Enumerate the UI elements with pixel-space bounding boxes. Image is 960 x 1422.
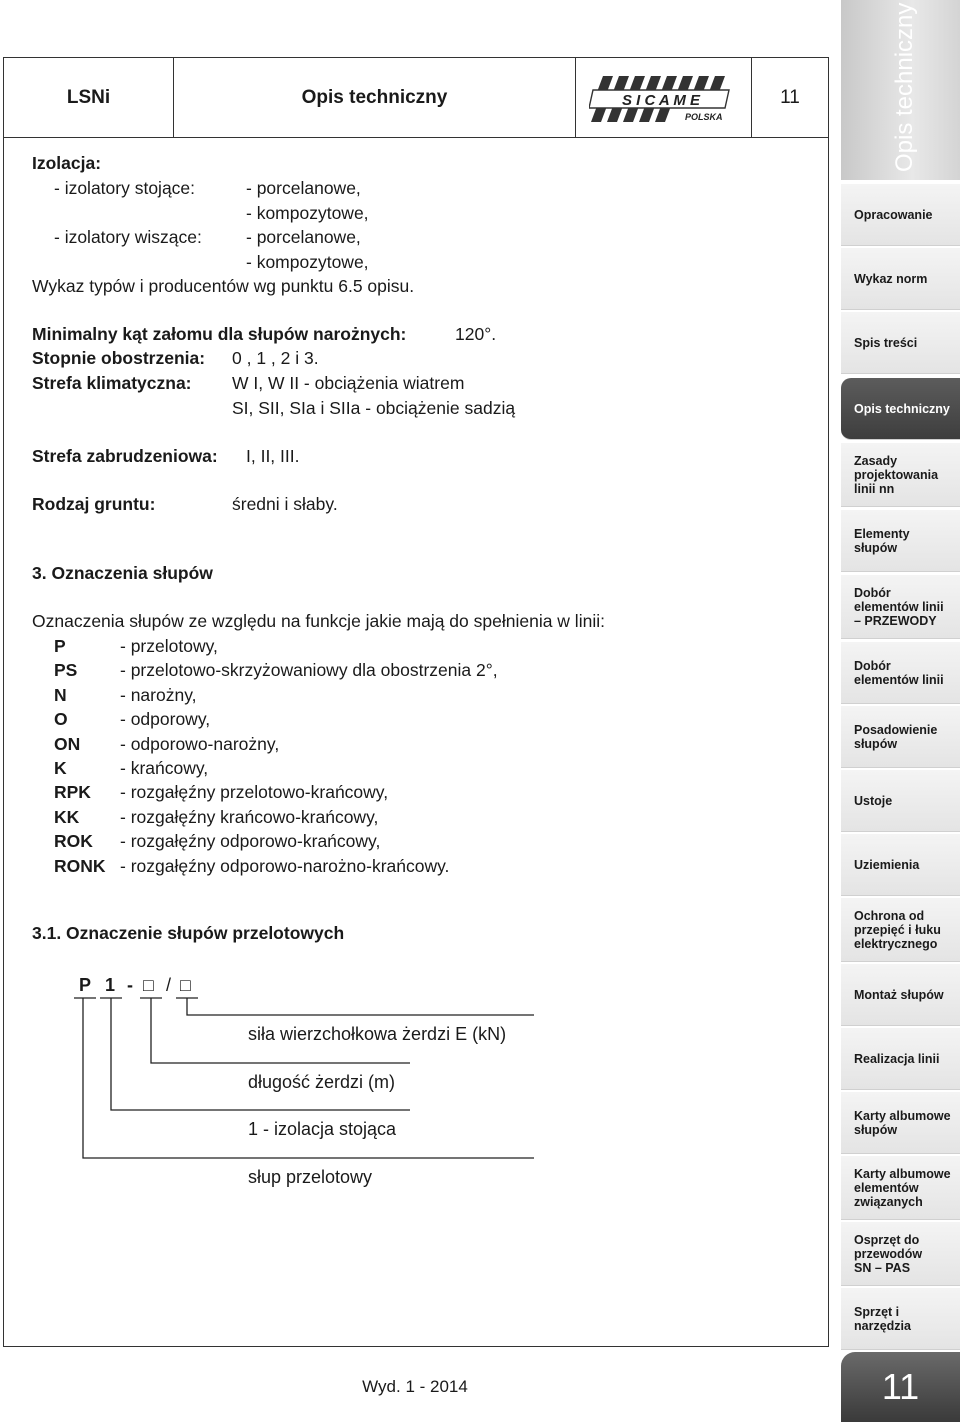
sidebar-item-label: Karty albumowe słupów [854,1108,951,1137]
degree-label: Stopnie obostrzenia: [32,348,206,368]
sidebar-item-label: Ochrona od przepięć i łuku elektrycznego [854,908,941,951]
pole-code: ROK [54,831,93,852]
header-title: Opis techniczny [174,58,576,137]
pole-code: RONK [54,855,106,876]
sidebar-section-title-text: Opis techniczny [891,2,918,172]
pole-desc: - przelotowy, [120,636,218,656]
pole-code: N [54,684,67,705]
climate-value-2: SI, SII, SIa i SIIa - obciążenie sadzią [232,398,516,418]
sidebar-item-ustoje[interactable] [841,770,960,832]
sidebar-item-spis-tresci[interactable] [841,312,960,374]
sidebar-item-label: Zasady projektowania linii nn [854,453,939,496]
sidebar-item-label: Osprzęt do przewodów SN – PAS [854,1232,923,1275]
designation-diagram [0,960,600,1210]
sidebar-item-label: Montaż słupów [854,987,944,1002]
sidebar-item-label: Dobór elementów linii – PRZEWODY [854,585,944,628]
sidebar-item-zasady-projektowania[interactable] [841,443,960,507]
pole-code: RPK [54,782,91,803]
code-square-1: □ [143,975,154,995]
sidebar-item-label: Sprzęt i narzędzia [854,1304,911,1333]
svg-text:POLSKA: POLSKA [684,111,723,122]
sidebar-item-elementy-slupow[interactable] [841,510,960,572]
sidebar-item-label: Realizacja linii [854,1051,940,1066]
sidebar-item-uziemienia[interactable] [841,834,960,896]
sidebar-item-label: Dobór elementów linii [854,658,944,687]
sidebar-item-sprzet[interactable] [841,1288,960,1350]
sidebar-item-label: Opracowanie [854,207,933,222]
angle-label: Minimalny kąt załomu dla słupów narożnych: [32,324,407,344]
pole-desc: - rozgałęźny odporowo-narożno-krańcowy. [120,855,450,876]
code-slash: / [166,975,172,995]
sidebar-item-dobor-elementow[interactable] [841,642,960,704]
pole-code: KK [54,806,80,827]
degree-value: 0 , 1 , 2 i 3. [232,348,319,368]
sidebar-item-label: Karty albumowe elementów związanych [854,1166,951,1209]
code-p: P [79,975,92,995]
label-type: słup przelotowy [248,1167,373,1187]
section3-heading: 3. Oznaczenia słupów [32,563,213,583]
svg-text:S I C A M E: S I C A M E [621,91,700,109]
isolation-standing-1: - porcelanowe, [246,178,361,198]
soil-value: średni i słaby. [232,494,338,514]
isolation-list-note: Wykaz typów i producentów wg punktu 6.5 opisu. [32,276,415,296]
sidebar-item-label: Wykaz norm [854,271,928,286]
sidebar-item-karty-slupow[interactable] [841,1092,960,1154]
code-square-2: □ [180,975,191,995]
label-isolation: 1 - izolacja stojąca [248,1119,397,1139]
sidebar-item-label: Ustoje [854,793,893,808]
pollution-label: Strefa zabrudzeniowa: [32,446,218,466]
isolation-hanging-2: - kompozytowe, [246,252,369,272]
header-logo [576,58,752,137]
sidebar-item-dobor-przewody[interactable] [841,575,960,639]
climate-value-1: W I, W II - obciążenia wiatrem [232,373,465,393]
sidebar-item-label: Spis treści [854,335,918,350]
code-1: 1 [105,975,116,995]
angle-value: 120°. [455,324,497,344]
sidebar-item-wykaz-norm[interactable] [841,248,960,310]
pole-codes-list [54,634,654,884]
isolation-standing-label: - izolatory stojące: [54,178,196,198]
label-length: długość żerdzi (m) [248,1072,396,1092]
pole-desc: - rozgałęźny przelotowo-krańcowy, [120,782,389,803]
sidebar-item-montaz[interactable] [841,964,960,1026]
isolation-hanging-1: - porcelanowe, [246,227,361,247]
sidebar-item-opracowanie[interactable] [841,184,960,246]
sidebar-item-label: Posadowienie słupów [854,722,938,751]
sidebar-item-realizacja[interactable] [841,1028,960,1090]
sidebar-item-opis-techniczny[interactable] [841,378,960,440]
sidebar-item-karty-elementow[interactable] [841,1156,960,1220]
pole-desc: - rozgałęźny krańcowo-krańcowy, [120,806,379,827]
sidebar-item-osprzet[interactable] [841,1222,960,1286]
pole-code: K [54,758,67,778]
pollution-value: I, II, III. [246,446,300,466]
climate-label: Strefa klimatyczna: [32,373,192,393]
sidebar-item-label: Uziemienia [854,857,920,872]
label-force: siła wierzchołkowa żerdzi E (kN) [248,1024,507,1044]
footer-edition: Wyd. 1 - 2014 [362,1377,468,1396]
section31-heading: 3.1. Oznaczenie słupów przelotowych [32,923,345,943]
page-header [4,58,828,138]
pole-code: O [54,709,68,730]
pole-code: PS [54,660,78,681]
sidebar-item-label: Elementy słupów [854,526,910,555]
header-document-code: LSNi [4,58,174,137]
sidebar-item-posadowienie[interactable] [841,706,960,768]
pole-code: P [54,636,66,656]
pole-desc: - narożny, [120,684,197,705]
header-page-number: 11 [780,86,800,108]
section3-intro: Oznaczenia słupów ze względu na funkcje jakie mają do spełnienia w linii: [32,611,605,631]
code-dash: - [127,975,133,995]
pole-desc: - przelotowo-skrzyżowaniowy dla obostrzenia 2°, [120,660,498,681]
pole-desc: - odporowy, [120,709,211,730]
pole-desc: - rozgałęźny odporowo-krańcowy, [120,831,381,852]
isolation-hanging-label: - izolatory wiszące: [54,227,202,247]
soil-label: Rodzaj gruntu: [32,494,156,514]
isolation-heading: Izolacja: [32,153,102,173]
sidebar-page-number: 11 [841,1352,960,1422]
sidebar-item-ochrona[interactable] [841,898,960,962]
sidebar-section-title [841,0,960,180]
sicame-logo-icon [589,68,739,128]
pole-desc: - krańcowy, [120,758,209,778]
sidebar-item-label: Opis techniczny [854,401,950,416]
isolation-standing-2: - kompozytowe, [246,203,369,223]
pole-code: ON [54,733,81,754]
pole-desc: - odporowo-narożny, [120,733,280,754]
